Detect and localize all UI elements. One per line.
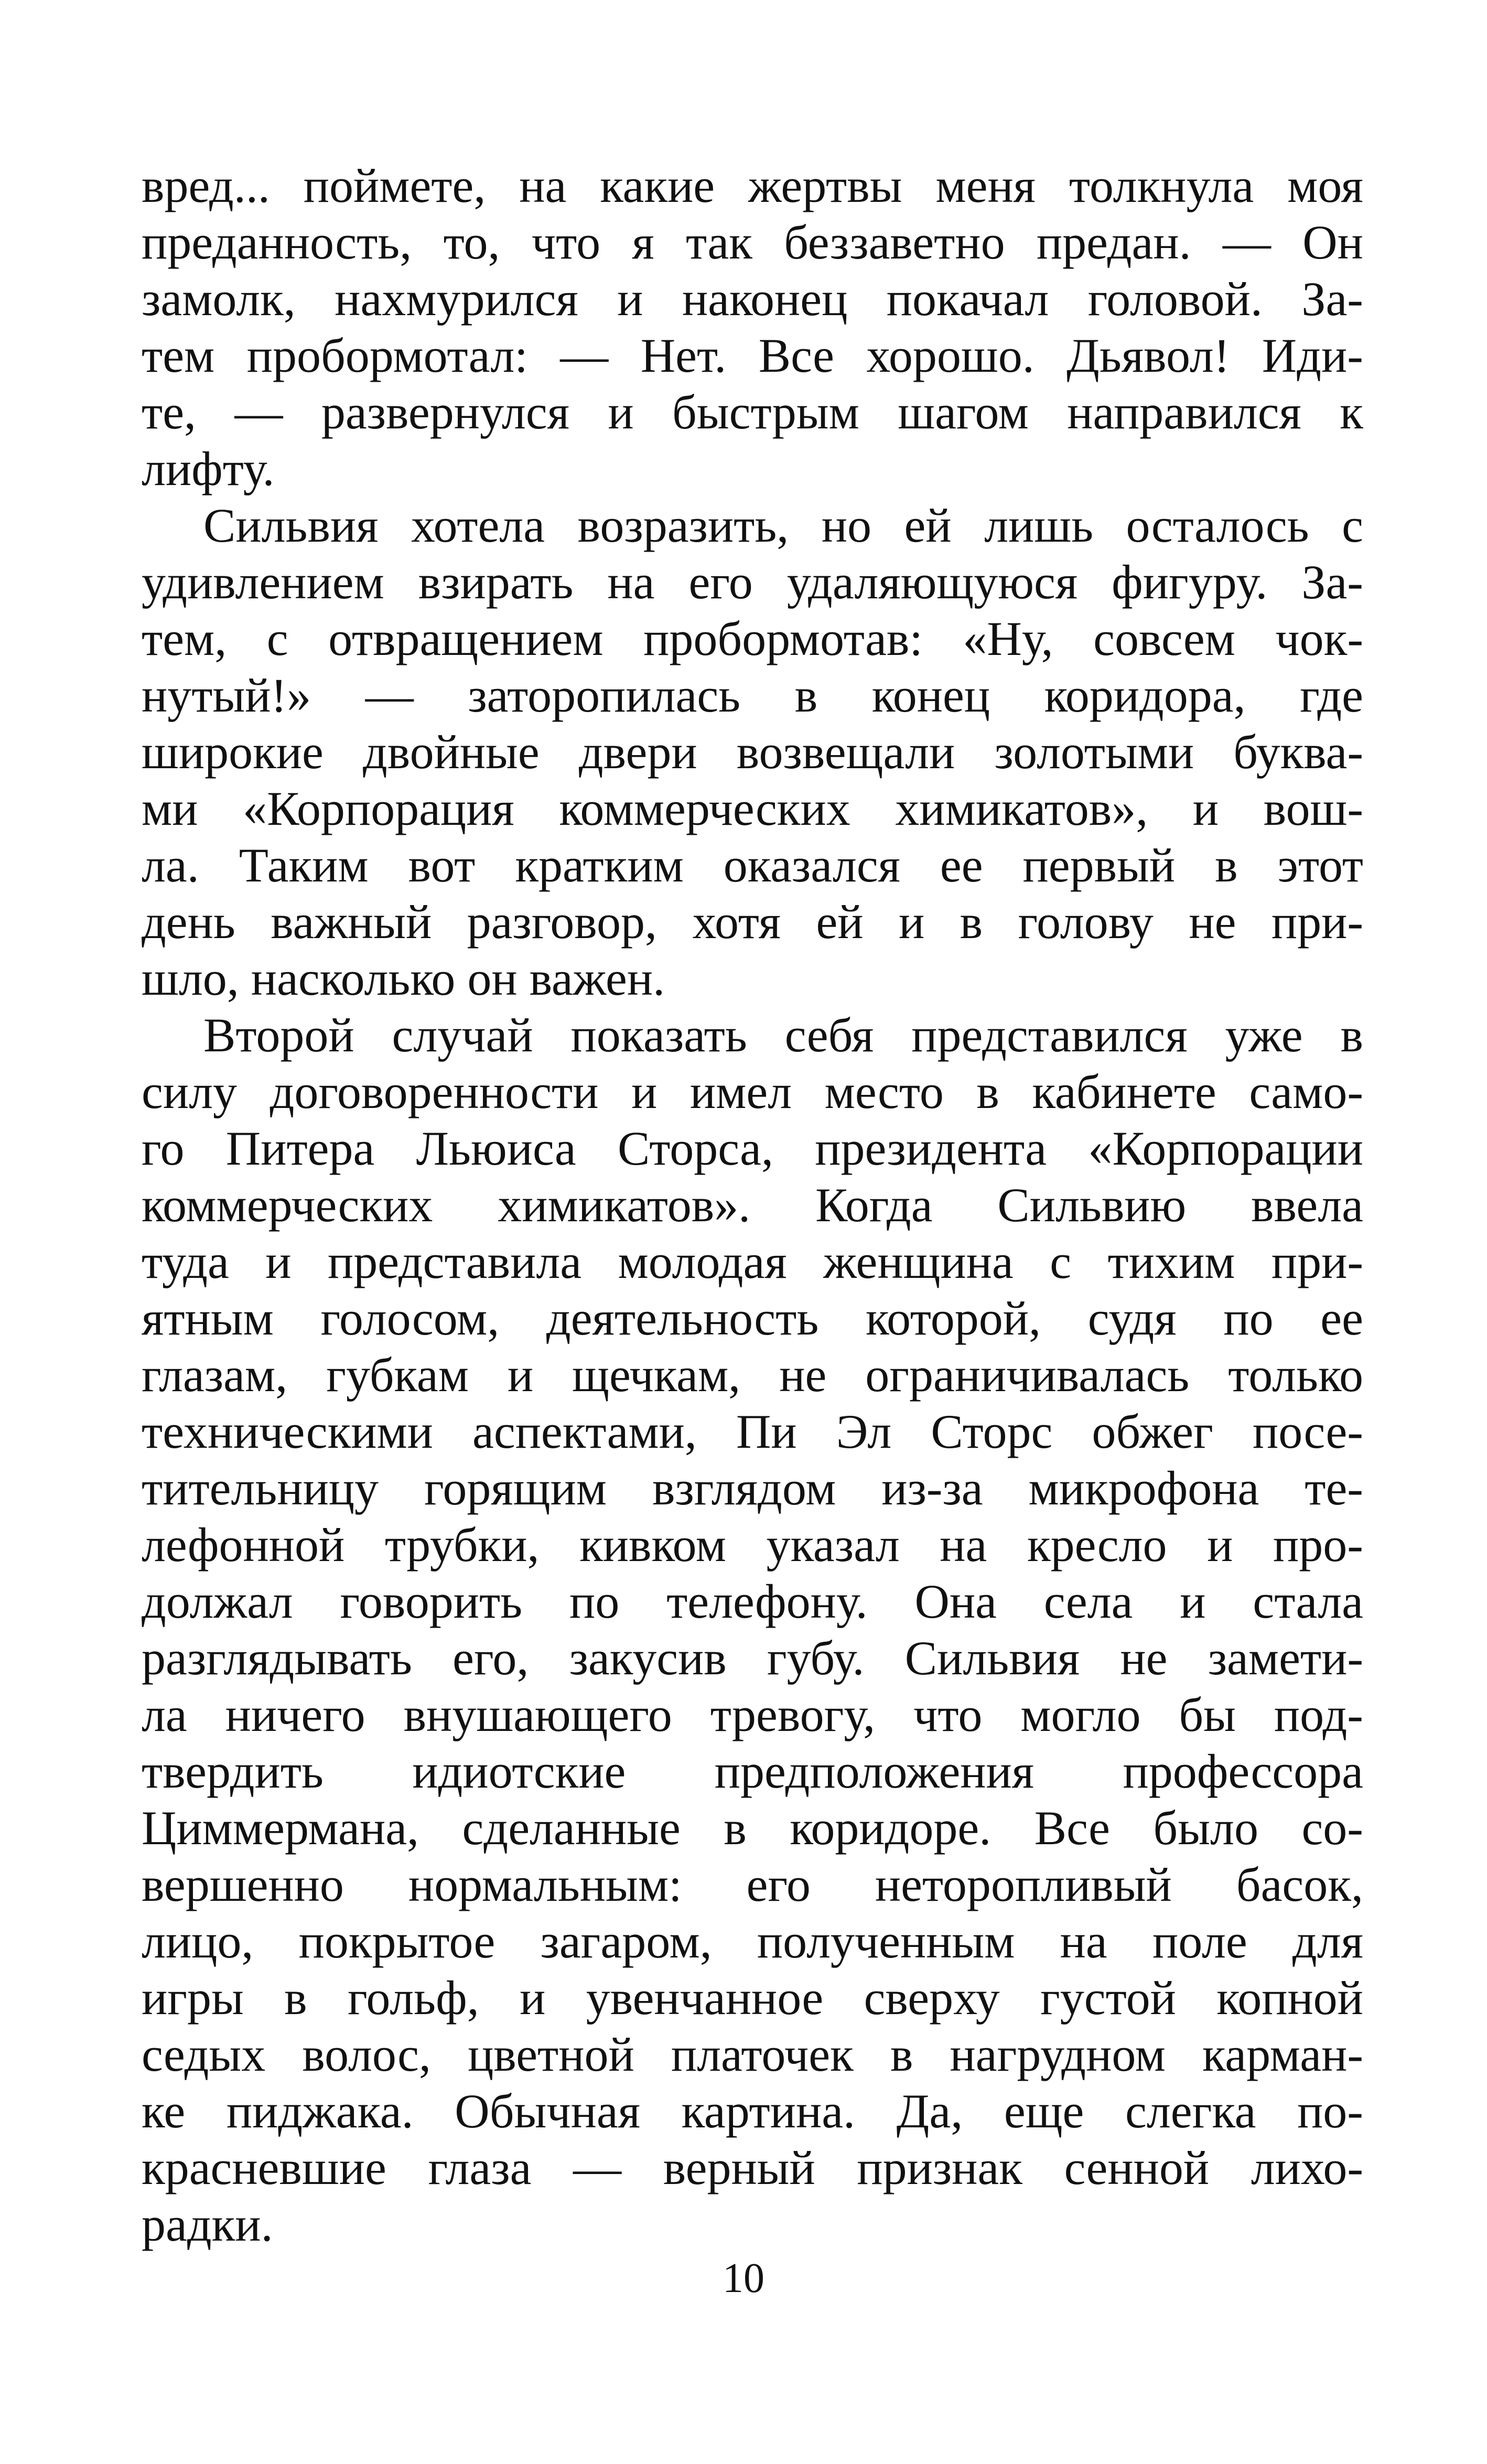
text-line: ла ничего внушающего тревогу, что могло бы под- [142,1688,1363,1741]
text-line: Второй случай показать себя представился уже в [203,1008,1363,1062]
text-line: вред... поймете, на какие жертвы меня толкнула моя [142,159,1363,212]
text-line: го Питера Льюиса Сторса, президента «Корпорации [142,1122,1363,1175]
text-line: широкие двойные двери возвещали золотыми буква- [142,725,1363,779]
body-text [142,157,1363,2253]
text-line: радки. [142,2198,273,2251]
text-line: день важный разговор, хотя ей и в голову не при- [142,895,1363,949]
text-line: седых волос, цветной платочек в нагрудном карман- [142,2028,1363,2081]
paragraph [142,1007,1363,2253]
text-line: должал говорить по телефону. Она села и стала [142,1575,1363,1628]
text-line: замолк, нахмурился и наконец покачал головой. За- [142,272,1363,326]
text-line: лифту. [142,442,275,496]
text-line: удивлением взирать на его удаляющуюся фигуру. За- [142,555,1363,609]
text-line: ке пиджака. Обычная картина. Да, еще слегка по- [142,2084,1363,2138]
text-line: коммерческих химикатов». Когда Сильвию ввела [142,1178,1363,1232]
text-line: красневшие глаза — верный признак сенной лихо- [142,2141,1363,2194]
text-line: ятным голосом, деятельность которой, судя по ее [142,1292,1363,1345]
text-line: ми «Корпорация коммерческих химикатов», и вош- [142,782,1363,835]
page-number: 10 [723,2255,764,2301]
text-line: лицо, покрытое загаром, полученным на поле для [142,1914,1363,1968]
text-line: Сильвия хотела возразить, но ей лишь осталось с [203,499,1363,552]
text-line: техническими аспектами, Пи Эл Сторс обжег посе- [142,1405,1363,1458]
text-line: тительницу горящим взглядом из-за микрофона те- [142,1461,1363,1515]
text-line: нутый!» — заторопилась в конец коридора, где [142,669,1363,722]
text-line: туда и представила молодая женщина с тихим при- [142,1235,1363,1288]
paragraph [142,497,1363,1007]
paragraph [142,157,1363,497]
text-line: ла. Таким вот кратким оказался ее первый в этот [142,838,1363,892]
text-line: игры в гольф, и увенчанное сверху густой копной [142,1971,1363,2025]
text-line: те, — развернулся и быстрым шагом направился к [142,385,1363,439]
text-line: шло, насколько он важен. [142,952,665,1005]
text-line: вершенно нормальным: его неторопливый басок, [142,1858,1363,1911]
text-line: лефонной трубки, кивком указал на кресло и про- [142,1518,1363,1572]
text-line: твердить идиотские предположения профессора [142,1745,1363,1798]
text-line: Циммермана, сделанные в коридоре. Все было со- [142,1801,1363,1855]
text-line: тем, с отвращением пробормотав: «Ну, совсем чок- [142,612,1363,665]
text-line: силу договоренности и имел место в кабинете само- [142,1065,1363,1118]
text-line: преданность, то, что я так беззаветно предан. — Он [142,216,1363,269]
text-line: разглядывать его, закусив губу. Сильвия не замети- [142,1631,1363,1685]
text-line: тем пробормотал: — Нет. Все хорошо. Дьявол! Иди- [142,329,1363,382]
text-line: глазам, губкам и щечкам, не ограничивалась только [142,1348,1363,1402]
